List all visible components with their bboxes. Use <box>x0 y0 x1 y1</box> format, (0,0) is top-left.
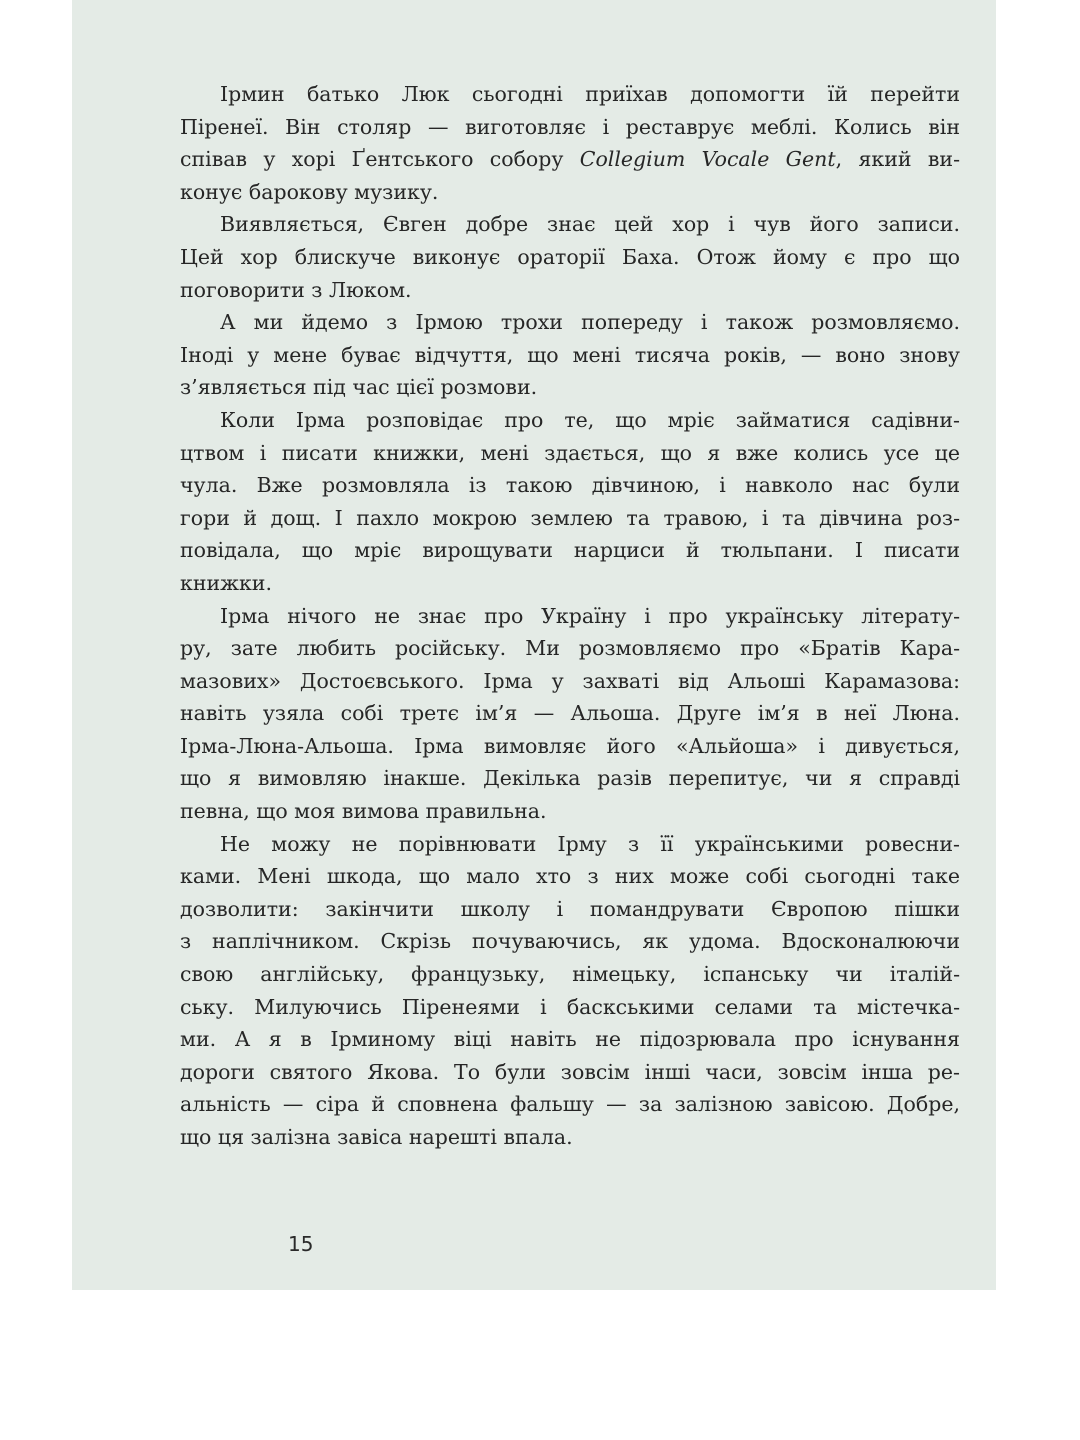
text-line: Піренеї. Він столяр — виготовляє і реставрує меблі. Колись він <box>180 114 960 139</box>
text-line <box>180 143 960 176</box>
book-page <box>72 0 996 1290</box>
text-line: певна, що моя вимова правильна. <box>180 799 547 824</box>
body-text <box>180 78 960 1154</box>
text-line: альність — сіра й сповнена фальшу — за залізною завісою. Добре, <box>180 1092 960 1117</box>
paragraph <box>180 600 960 828</box>
text-line: ру, зате любить російську. Ми розмовляємо про «Братів Кара- <box>180 636 960 661</box>
italic-title: Collegium Vocale Gent <box>579 147 836 172</box>
paragraph <box>180 78 960 208</box>
text-line: ську. Милуючись Піренеями і баскськими селами та містечка- <box>180 994 960 1019</box>
text-segment: співав у хорі Ґентського собору <box>180 147 580 172</box>
text-line: Ірмин батько Люк сьогодні приїхав допомогти їй перейти <box>220 82 960 106</box>
text-line: з’являється під час цієї розмови. <box>180 375 538 400</box>
text-line: Коли Ірма розповідає про те, що мріє займатися садівни- <box>220 407 960 432</box>
text-line: що я вимовляю інакше. Декілька разів перепитує, чи я справді <box>180 766 960 791</box>
text-line: з наплічником. Скрізь почуваючись, як удома. Вдосконалюючи <box>180 929 960 954</box>
paragraph <box>180 306 960 404</box>
page-number: 15 <box>288 1232 314 1256</box>
text-line: ми. А я в Ірминому віці навіть не підозрювала про існування <box>180 1027 960 1052</box>
text-line: навіть узяла собі третє ім’я — Альоша. Друге ім’я в неї Люна. <box>180 701 960 726</box>
text-segment: , який ви- <box>835 147 960 172</box>
text-line: книжки. <box>180 570 272 595</box>
text-line: мазових» Достоєвського. Ірма у захваті від Альоші Карамазова: <box>180 668 960 693</box>
paragraph <box>180 828 960 1154</box>
text-line: чула. Вже розмовляла із такою дівчиною, і навколо нас були <box>180 473 960 498</box>
text-line: цтвом і писати книжки, мені здається, що я вже колись усе це <box>180 440 960 465</box>
text-line: Не можу не порівнювати Ірму з її українськими ровесни- <box>220 831 960 856</box>
text-line: повідала, що мріє вирощувати нарциси й тюльпани. І писати <box>180 538 960 563</box>
text-line: ками. Мені шкода, що мало хто з них може собі сьогодні таке <box>180 864 960 889</box>
paragraph <box>180 208 960 306</box>
text-line: конує барокову музику. <box>180 179 439 204</box>
text-line: дороги святого Якова. То були зовсім інші часи, зовсім інша ре- <box>180 1059 960 1084</box>
text-line: Ірма нічого не знає про Україну і про українську літерату- <box>220 603 960 628</box>
text-line: Ірма-Люна-Альоша. Ірма вимовляє його «Альйоша» і дивується, <box>180 733 960 758</box>
text-line: Виявляється, Євген добре знає цей хор і чув його записи. <box>220 212 960 237</box>
text-line: гори й дощ. І пахло мокрою землею та травою, і та дівчина роз- <box>180 505 960 530</box>
text-line: Цей хор блискуче виконує ораторії Баха. Отож йому є про що <box>180 244 960 269</box>
text-line: поговорити з Люком. <box>180 277 412 302</box>
text-line: свою англійську, французьку, німецьку, іспанську чи італій- <box>180 962 960 987</box>
text-line: А ми йдемо з Ірмою трохи попереду і також розмовляємо. <box>220 310 960 335</box>
text-line: що ця залізна завіса нарешті впала. <box>180 1125 573 1149</box>
paragraph <box>180 404 960 600</box>
text-line: дозволити: закінчити школу і помандрувати Європою пішки <box>180 896 960 921</box>
text-line: Іноді у мене буває відчуття, що мені тисяча років, — воно знову <box>180 342 960 367</box>
